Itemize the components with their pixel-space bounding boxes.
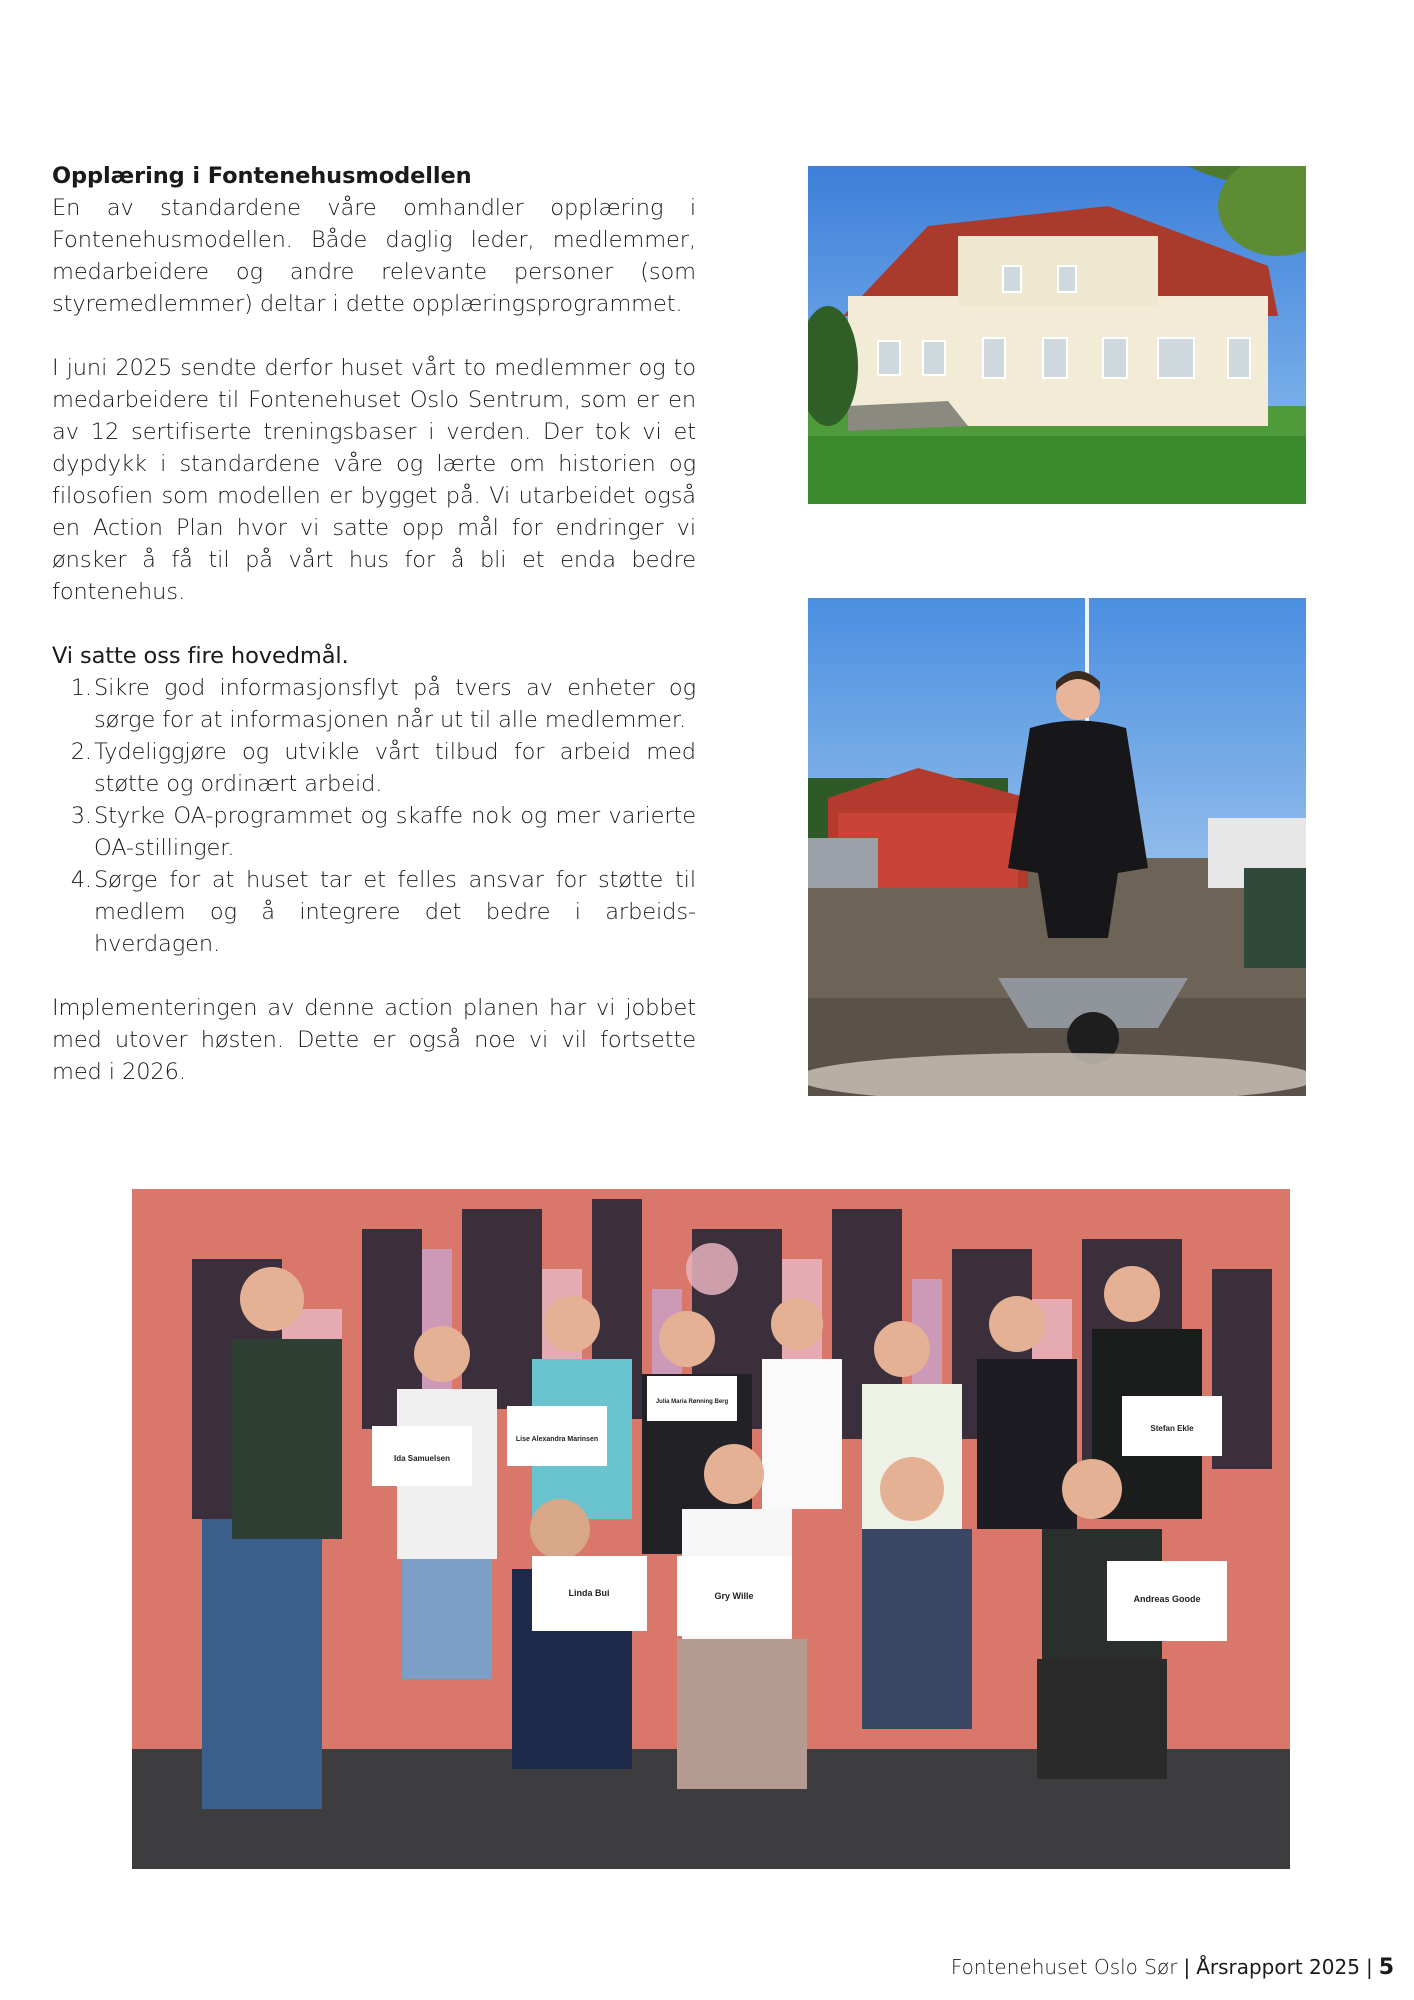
goal-text: Sørge for at huset tar et felles ansvar for støtte til medlem og å integrere det bedre i arbeids-hverdagen.: [94, 867, 696, 957]
certificate-name: Julia Maria Rønning Berg: [655, 1399, 729, 1405]
certificate-name: Lise Alexandra Marinsen: [515, 1436, 599, 1443]
goal-item: [52, 864, 696, 960]
goal-number: 2.: [70, 739, 92, 765]
footer-separator: |: [1183, 1955, 1191, 1979]
goal-item: [52, 800, 696, 864]
group-photo: [132, 1189, 1290, 1869]
footer-report: Årsrapport 2025: [1196, 1955, 1360, 1979]
wheelbarrow-photo: [808, 598, 1306, 1096]
goals-list: [52, 672, 696, 960]
goal-text: Styrke OA-programmet og skaffe nok og mer varierte OA-stillinger.: [94, 803, 696, 861]
paragraph-intro: En av standardene våre omhandler opplæring i Fontenehusmodellen. Både daglig leder, medlemmer, medarbeidere og andre relevante personer (som styremedlemmer) deltar i dette opplæringsprogrammet.: [52, 195, 696, 317]
goal-item: [52, 736, 696, 800]
certificate-name: Andreas Goode: [1133, 1594, 1201, 1604]
house-photo: [808, 166, 1306, 504]
goal-number: 1.: [70, 675, 92, 701]
article-text: [52, 160, 696, 1088]
goal-item: [52, 672, 696, 736]
page-footer: [951, 1955, 1394, 1980]
certificate-name: Gry Wille: [714, 1591, 754, 1601]
goal-text: Sikre god informasjonsflyt på tvers av enheter og sørge for at informasjonen når ut til alle medlemmer.: [94, 675, 696, 733]
footer-separator: |: [1365, 1955, 1373, 1979]
goal-text: Tydeliggjøre og utvikle vårt tilbud for arbeid med støtte og ordinært arbeid.: [94, 739, 696, 797]
section-heading: Opplæring i Fontenehusmodellen: [52, 163, 472, 189]
goals-title: Vi satte oss fire hovedmål.: [52, 643, 349, 669]
goal-number: 4.: [70, 867, 92, 893]
paragraph-implementation: Implementeringen av denne action planen har vi jobbet med utover høsten. Dette er også noe vi vil fortsette med i 2026.: [52, 995, 696, 1085]
page-number: 5: [1378, 1955, 1394, 1980]
certificate-name: Linda Bui: [568, 1588, 610, 1598]
certificate-name: Stefan Ekle: [1150, 1424, 1194, 1433]
paragraph-june: I juni 2025 sendte derfor huset vårt to medlemmer og to medarbeidere til Fontenehuset Oslo Sentrum, som er en av 12 sertifiserte treningsbaser i verden. Der tok vi et dypdykk i standardene våre og lærte om historien og filosofien som modellen er bygget på. Vi utarbeidet også en Action Plan hvor vi satte opp mål for endringer vi ønsker å få til på vårt hus for å bli et enda bedre fontenehus.: [52, 355, 696, 605]
goal-number: 3.: [70, 803, 92, 829]
certificate-name: Ida Samuelsen: [393, 1454, 451, 1463]
footer-org: Fontenehuset Oslo Sør: [950, 1955, 1178, 1979]
